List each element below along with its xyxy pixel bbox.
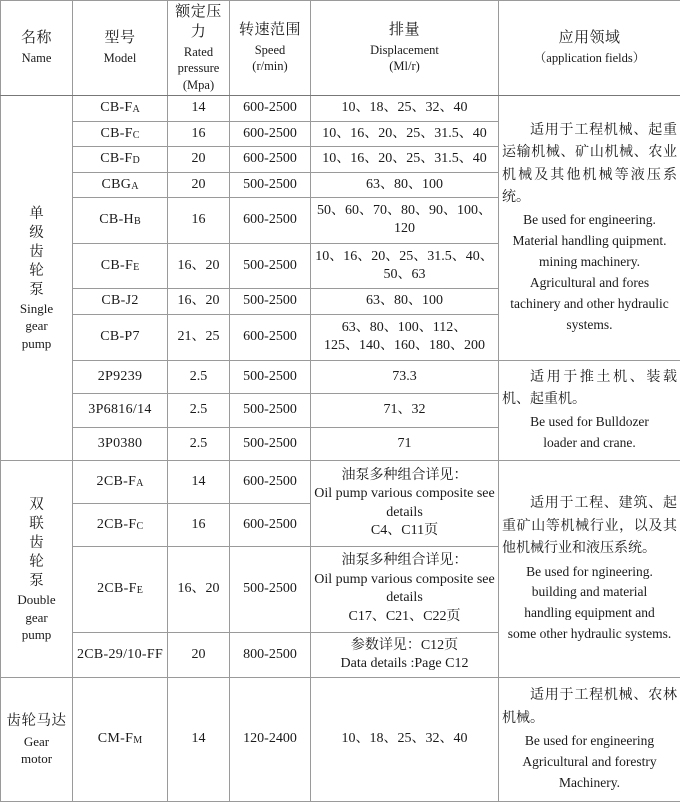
- model-subscript: C: [132, 129, 140, 141]
- cell-model: $2CB-F_C$: [73, 504, 168, 547]
- displacement-line: Oil pump various composite see: [314, 486, 495, 502]
- header-model-cn: 型号: [104, 30, 136, 47]
- cell-rated-pressure: 20: [168, 147, 230, 173]
- cell-displacement: [311, 121, 499, 147]
- model-subscript: E: [133, 261, 140, 273]
- header-name-en: Name: [21, 51, 52, 66]
- application-text-en-line: Agricultural and forestry: [522, 754, 657, 770]
- cell-displacement: [311, 632, 499, 678]
- header-application-cn: 应用领域: [558, 30, 621, 47]
- displacement-line: 10、16、20、25、31.5、40、50、63: [315, 248, 494, 283]
- cell-rated-pressure: 16、20: [168, 289, 230, 315]
- cell-displacement: [311, 547, 499, 633]
- application-text-cn: 适用于工程机械、起重运输机械、矿山机械、农业机械及其他机械等液压系统。: [502, 122, 677, 205]
- displacement-line: 油泵多种组合详见：: [341, 553, 468, 569]
- application-text-en-line: some other hydraulic systems.: [507, 626, 672, 642]
- table-header: [1, 1, 680, 96]
- group-name-cn: 齿轮马达: [6, 712, 67, 729]
- header-displacement-unit: (Ml/r): [389, 59, 420, 74]
- group-name-3: [1, 678, 73, 802]
- displacement-line: 10、16、20、25、31.5、40: [322, 151, 487, 167]
- cell-rated-pressure: 20: [168, 632, 230, 678]
- cell-model: $CB-F_D$: [73, 147, 168, 173]
- header-application-en: （application fields）: [533, 51, 646, 66]
- group-name-cn-char: 联: [29, 515, 44, 532]
- table-row: [1, 461, 680, 504]
- table-row: [1, 360, 680, 394]
- header-speed-en: Speed: [254, 42, 286, 57]
- displacement-line: 73.3: [392, 368, 417, 384]
- cell-speed: 600-2500: [230, 504, 311, 547]
- displacement-line: 10、18、25、32、40: [341, 100, 468, 116]
- cell-speed: 500-2500: [230, 172, 311, 198]
- cell-speed: 600-2500: [230, 198, 311, 244]
- group-name-cn-char: 轮: [29, 262, 44, 279]
- cell-application-field: [499, 96, 680, 360]
- application-text-cn: 适用于工程、建筑、起重矿山等机械行业，以及其他机械行业和液压系统。: [502, 496, 677, 557]
- displacement-line: C17、C21、C22页: [348, 608, 461, 624]
- header-model: [73, 1, 168, 96]
- displacement-line: 125、140、160、180、200: [324, 338, 485, 354]
- cell-model: 2P9239: [73, 360, 168, 394]
- application-text-en-line: Be used for engineering.: [523, 212, 656, 228]
- header-speed-unit: (r/min): [252, 59, 288, 74]
- cell-displacement: [311, 678, 499, 802]
- cell-rated-pressure: 2.5: [168, 360, 230, 394]
- header-displacement: [311, 1, 499, 96]
- cell-speed: 120-2400: [230, 678, 311, 802]
- application-text-en-line: tachinery and other hydraulic: [510, 296, 669, 311]
- table-row: [1, 96, 680, 122]
- cell-speed: 800-2500: [230, 632, 311, 678]
- header-application-fields: [499, 1, 680, 96]
- displacement-line: 10、18、25、32、40: [341, 731, 468, 747]
- cell-rated-pressure: 21、25: [168, 314, 230, 360]
- table-body: [1, 96, 680, 802]
- cell-model: 2CB-29/10-FF: [73, 632, 168, 678]
- cell-rated-pressure: 16: [168, 121, 230, 147]
- group-name-cn-char: 泵: [29, 573, 44, 590]
- cell-speed: 600-2500: [230, 96, 311, 122]
- group-name-1: [1, 96, 73, 461]
- application-text-en-line: Be used for engineering: [524, 733, 655, 749]
- model-subscript: A: [132, 104, 140, 116]
- application-text-cn: 适用于推土机、装载机、起重机。: [502, 369, 677, 407]
- displacement-line: 参数详见：C12页: [350, 637, 459, 653]
- cell-displacement: [311, 198, 499, 244]
- header-pressure-cn: 额定压力: [175, 4, 222, 40]
- cell-application-field: [499, 678, 680, 802]
- cell-speed: 500-2500: [230, 360, 311, 394]
- cell-model: CB-J2: [73, 289, 168, 315]
- cell-application-field: [499, 461, 680, 678]
- application-text-en-line: Be used for ngineering.: [526, 563, 653, 579]
- application-text-en-line: systems.: [566, 316, 613, 332]
- cell-speed: 600-2500: [230, 147, 311, 173]
- cell-model: 3P6816/14: [73, 394, 168, 428]
- group-name-en-line: Gear: [23, 734, 50, 750]
- cell-displacement: [311, 427, 499, 461]
- displacement-line: C4、C11页: [370, 523, 439, 539]
- group-name-cn-char: 齿: [29, 243, 44, 260]
- cell-rated-pressure: 14: [168, 96, 230, 122]
- model-subscript: A: [136, 477, 144, 489]
- header-speed-cn: 转速范围: [238, 22, 301, 39]
- group-name-cn-char: 级: [29, 224, 44, 241]
- application-text-en-line: Agricultural and fores: [529, 275, 650, 291]
- cell-displacement: [311, 172, 499, 198]
- cell-model: $CB-F_C$: [73, 121, 168, 147]
- cell-displacement: [311, 147, 499, 173]
- header-name-cn: 名称: [20, 30, 52, 47]
- application-text-en-line: handling equipment and: [524, 605, 655, 621]
- application-text-en-line: Machinery.: [559, 775, 620, 791]
- group-name-cn-char: 泵: [29, 282, 44, 299]
- application-text-cn: 适用于工程机械、农林机械。: [502, 688, 677, 726]
- cell-speed: 500-2500: [230, 289, 311, 315]
- cell-speed: 500-2500: [230, 243, 311, 289]
- cell-rated-pressure: 14: [168, 678, 230, 802]
- group-name-2: [1, 461, 73, 678]
- cell-speed: 500-2500: [230, 427, 311, 461]
- cell-speed: 600-2500: [230, 461, 311, 504]
- displacement-line: details: [386, 504, 423, 520]
- header-rated-pressure: [168, 1, 230, 96]
- displacement-line: 50、60、70、80、90、100、120: [317, 202, 492, 237]
- group-name-cn-char: 轮: [29, 554, 44, 571]
- cell-model: 3P0380: [73, 427, 168, 461]
- cell-rated-pressure: 16、20: [168, 547, 230, 633]
- cell-rated-pressure: 2.5: [168, 427, 230, 461]
- cell-displacement: [311, 314, 499, 360]
- application-text-en-line: loader and crane.: [543, 435, 636, 451]
- displacement-line: 油泵多种组合详见：: [341, 467, 468, 483]
- header-pressure-en2: pressure: [177, 61, 220, 76]
- header-speed: [230, 1, 311, 96]
- header-displacement-en: Displacement: [370, 42, 439, 57]
- displacement-line: 10、16、20、25、31.5、40: [322, 125, 487, 141]
- group-name-en-line: gear: [25, 318, 48, 334]
- cell-rated-pressure: 20: [168, 172, 230, 198]
- group-name-cn-char: 齿: [29, 535, 44, 552]
- table-row: [1, 678, 680, 802]
- cell-model: $CB-F_A$: [73, 96, 168, 122]
- displacement-line: Data details :Page C12: [340, 656, 469, 672]
- model-subscript: M: [133, 735, 143, 747]
- cell-rated-pressure: 16、20: [168, 243, 230, 289]
- header-pressure-en1: Rated: [183, 44, 214, 59]
- cell-application-field: [499, 360, 680, 461]
- group-name-en-line: Single: [19, 301, 54, 317]
- group-name-en-line: motor: [20, 751, 53, 767]
- model-subscript: D: [132, 155, 140, 167]
- cell-speed: 600-2500: [230, 314, 311, 360]
- cell-rated-pressure: 16: [168, 198, 230, 244]
- cell-displacement: [311, 289, 499, 315]
- cell-displacement: [311, 394, 499, 428]
- displacement-line: 71: [397, 435, 412, 451]
- cell-model: $CM-F_M$: [73, 678, 168, 802]
- displacement-line: details: [386, 590, 423, 606]
- model-subscript: A: [131, 180, 139, 192]
- application-text-en-line: mining machinery.: [538, 254, 641, 270]
- cell-model: $CB-H_B$: [73, 198, 168, 244]
- cell-displacement: [311, 360, 499, 394]
- cell-model: $CBG_A$: [73, 172, 168, 198]
- cell-displacement: [311, 461, 499, 547]
- application-text-en-line: Material handling quipment.: [512, 233, 667, 249]
- model-subscript: B: [133, 216, 141, 228]
- cell-rated-pressure: 2.5: [168, 394, 230, 428]
- cell-speed: 500-2500: [230, 394, 311, 428]
- group-name-en-line: pump: [21, 626, 52, 642]
- application-text-en-line: Be used for Bulldozer: [530, 414, 649, 430]
- header-displacement-cn: 排量: [388, 22, 420, 39]
- displacement-line: 63、80、100、112、: [341, 319, 468, 335]
- cell-speed: 500-2500: [230, 547, 311, 633]
- cell-speed: 600-2500: [230, 121, 311, 147]
- displacement-line: Oil pump various composite see: [314, 571, 495, 587]
- cell-model: CB-P7: [73, 314, 168, 360]
- group-name-cn-char: 双: [29, 496, 44, 513]
- group-name-en-line: gear: [25, 609, 48, 625]
- cell-displacement: [311, 96, 499, 122]
- header-pressure-unit: (Mpa): [182, 77, 215, 92]
- cell-rated-pressure: 14: [168, 461, 230, 504]
- header-row: [1, 1, 680, 96]
- cell-rated-pressure: 16: [168, 504, 230, 547]
- displacement-line: 63、80、100: [366, 293, 443, 309]
- model-subscript: E: [136, 585, 143, 597]
- cell-displacement: [311, 243, 499, 289]
- cell-model: $2CB-F_A$: [73, 461, 168, 504]
- header-name: [1, 1, 73, 96]
- group-name-en-line: pump: [21, 335, 52, 351]
- header-model-en: Model: [103, 51, 137, 66]
- group-name-cn-char: 单: [29, 205, 44, 222]
- displacement-line: 63、80、100: [366, 176, 443, 192]
- group-name-en-line: Double: [17, 592, 56, 608]
- displacement-line: 71、32: [383, 402, 426, 418]
- model-subscript: C: [136, 520, 144, 532]
- cell-model: $CB-F_E$: [73, 243, 168, 289]
- application-text-en-line: building and material: [531, 584, 648, 600]
- cell-model: $2CB-F_E$: [73, 547, 168, 633]
